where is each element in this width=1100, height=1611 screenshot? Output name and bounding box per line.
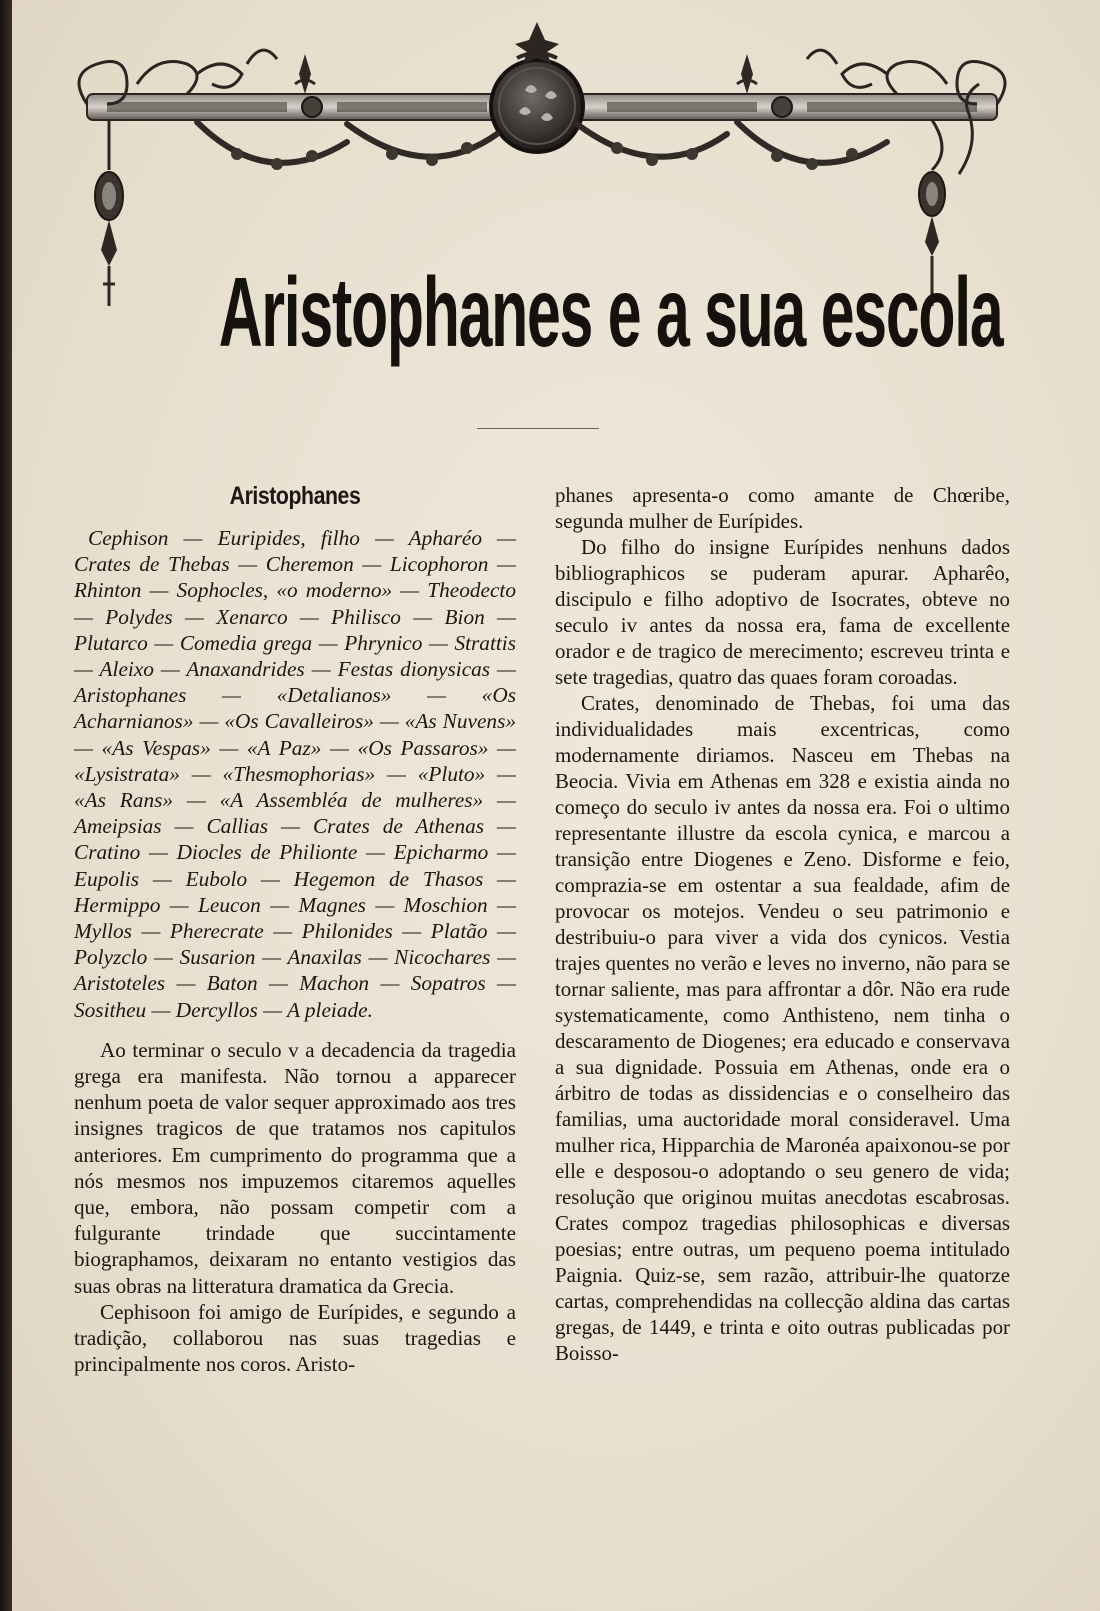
right-paragraph-2: Do filho do insigne Eurípides nenhuns dados bibliographicos se puderam apurar. Apharêo, discipulo e filho adoptivo de Isocrates, obteve no seculo iv antes da nossa era, fama de excellente orador e de tragico de merecimento; escreveu trinta e sete tragedias, quatro das quaes foram coroadas. [555, 535, 1010, 689]
page-title: Aristophanes e a sua escola [218, 257, 1003, 367]
right-paragraph-1: phanes apresenta-o como amante de Chœribe, segunda mulher de Eurípides. [555, 483, 1010, 533]
left-paragraph-2: Cephisoon foi amigo de Eurípides, e segundo a tradição, collaborou nas suas tragedias e principalmente nos coros. Aristo- [74, 1299, 516, 1377]
left-column [74, 482, 516, 1378]
chapter-summary: Cephison — Euripides, filho — Apharéo — Crates de Thebas — Cheremon — Licophoron — Rhinton — Sophocles, «o moderno» — Theodecto — Polydes — Xenarco — Philisco — Bion — Plutarco — Comedia grega — Phrynico — Strattis — Aleixo — Anaxandrides — Festas dionysicas — Aristophanes — «Detalianos» — «Os Acharnianos» — «Os Cavalleiros» — «As Nuvens» — «As Vespas» — «A Paz» — «Os Passaros» — «Lysistrata» — «Thesmophorias» — «Pluto» — «As Rans» — «A Assembléa de mulheres» — Ameipsias — Callias — Crates de Athenas — Cratino — Diocles de Philionte — Epicharmo — Eupolis — Eubolo — Hegemon de Thasos — Hermippo — Leucon — Magnes — Moschion — Myllos — Pherecrate — Philonides — Platão — Polyzclo — Susarion — Anaxilas — Nicochares — Aristoteles — Baton — Machon — Sopatros — Sositheu — Dercyllos — A pleiade. [74, 526, 516, 1022]
book-page [12, 0, 1100, 1611]
right-column [555, 482, 1010, 1366]
section-heading: Aristophanes [229, 482, 361, 510]
right-paragraph-3: Crates, denominado de Thebas, foi uma das individualidades mais excentricas, como modernamente diriamos. Nasceu em Thebas na Beocia. Vivia em Athenas em 328 e existia ainda no começo do seculo iv antes da nossa era. Foi o ultimo representante illustre da escola cynica, e marcou a transição entre Diogenes e Zeno. Disforme e feio, comprazia-se em ostentar a sua fealdade, afim de provocar os motejos. Vendeu o seu patrimonio e destribuiu-o para viver a vida dos cynicos. Vestia trajes quentes no verão e leves no inverno, não para se tornar saliente, mas para affrontar a dôr. Não era rude systematicamente, como Anthisteno, nem tinha o descaramento de Diogenes; era educado e conservava a sua dignidade. Possuia em Athenas, onde era o árbitro de todas as dissidencias e o conselheiro das familias, uma auctoridade moral consideravel. Uma mulher rica, Hipparchia de Maronéa apaixonou-se por elle e desposou-o adoptando o seu genero de vida; resolução que originou muitas anecdotas escabrosas. Crates compoz tragedias philosophicas e diversas poesias; entre outras, um pequeno poema intitulado Paignia. Quiz-se, sem razão, attribuir-lhe quatorze cartas, comprehendidas na collecção aldina das cartas gregas, de 1449, e trinta e oito outras publicadas por Boisso- [555, 691, 1010, 1365]
title-divider [477, 428, 599, 429]
book-spine-edge [0, 0, 12, 1611]
left-paragraph-1: Ao terminar o seculo v a decadencia da tragedia grega era manifesta. Não tornou a apparecer nenhum poeta de valor sequer approximado aos tres insignes tragicos de que tratamos nos capitulos anteriores. Em cumprimento do programma que a nós mesmos nos impuzemos citaremos aquelles que, embora, não possam competir com a fulgurante trindade que succintamente biographamos, deixaram no entanto vestigios das suas obras na litteratura dramatica da Grecia. [74, 1037, 516, 1298]
